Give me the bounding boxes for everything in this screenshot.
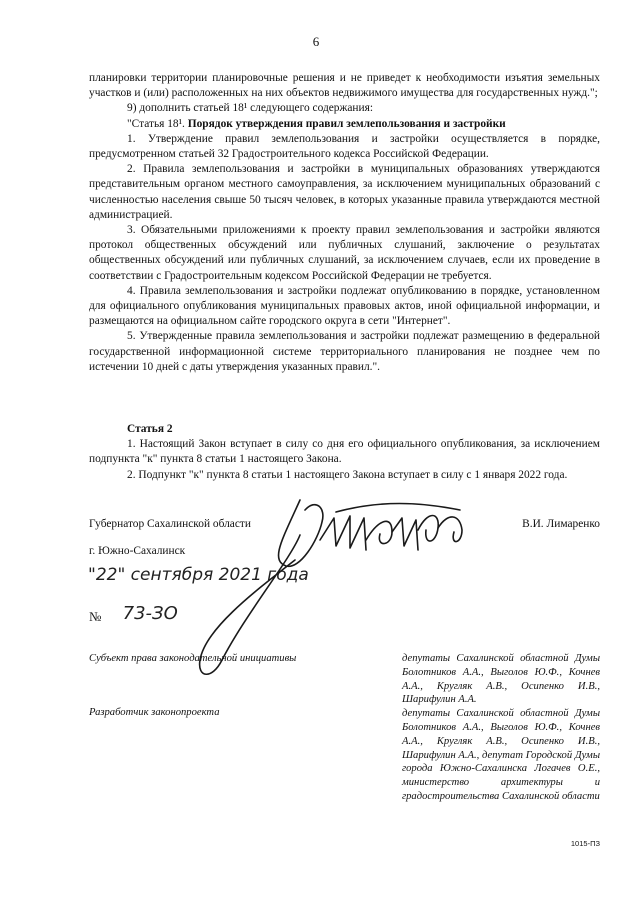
handwritten-date: "22" сентября 2021 года <box>88 565 309 585</box>
developer-value: депутаты Сахалинской областной Думы Болотников А.А., Выголов Ю.Ф., Кочнев А.А., Кругляк А.В., Осипенко И.В., Шарифулин А.А., депутат Городской Думы города Южно-Сахалинска Логачев О.Е., министерство архитектуры и градостроительства Сахалинской области <box>402 708 600 802</box>
article2-paragraph-2: 2. Подпункт "к" пункта 8 статьи 1 настоящего Закона вступает в силу с 1 января 2022 года. <box>127 468 568 481</box>
article18-title: Порядок утверждения правил землепользования и застройки <box>187 117 506 130</box>
city-line: г. Южно-Сахалинск <box>89 545 186 557</box>
intro-paragraph: планировки территории планировочные решения и не приведет к необходимости изъятия земельных участков и (или) расположенных на них объектов недвижимого имущества для государственных нужд."; <box>89 72 600 100</box>
article18-paragraph-2: 2. Правила землепользования и застройки в муниципальных образованиях утверждаются представительным органом местного самоуправления, за исключением муниципальных образований с численностью населения свыше 50 тысяч человек, в которых указанные правила утверждаются местной администрацией. <box>89 163 600 221</box>
page-number: 6 <box>312 34 320 49</box>
doc-code: 1015-ПЗ <box>570 839 600 848</box>
signature-strokes <box>200 500 462 674</box>
governor-name: В.И. Лимаренко <box>522 518 600 530</box>
article18-paragraph-5: 5. Утвержденные правила землепользования и застройки подлежат размещению в федеральной государственной информационной системе территориального планирования не позднее чем по истечении 10 дней с даты утверждения указанных правил.". <box>89 330 600 373</box>
initiators-block <box>402 652 600 804</box>
article18-paragraph-3: 3. Обязательными приложениями к проекту правил землепользования и застройки являются протокол общественных обсуждений или публичных слушаний, заключение о результатах общественных обсуждений или публичных слушаний, за исключением случаев, если их проведение в соответствии с Градостроительным кодексом Российской Федерации не требуется. <box>89 224 600 282</box>
number-prefix: № <box>89 609 102 624</box>
article18-label: "Статья 18¹. <box>127 117 188 130</box>
governor-title: Губернатор Сахалинской области <box>89 518 251 530</box>
subject-value: депутаты Сахалинской областной Думы Болотников А.А., Выголов Ю.Ф., Кочнев А.А., Кругляк А.В., Осипенко И.В., Шарифулин А.А. <box>402 653 600 706</box>
article18-paragraph-1: 1. Утверждение правил землепользования и застройки осуществляется в порядке, предусмотренном статьей 32 Градостроительного кодекса Российской Федерации. <box>89 132 600 161</box>
amendment-line: 9) дополнить статьей 18¹ следующего содержания: <box>127 102 374 115</box>
subject-label: Субъект права законодательной инициативы <box>89 653 297 664</box>
article18-paragraph-4: 4. Правила землепользования и застройки подлежат опубликованию в порядке, установленном для официального опубликования муниципальных правовых актов, иной официальной информации, и размещаются на официальном сайте городского округа в сети "Интернет". <box>89 284 600 328</box>
article2-paragraph-1: 1. Настоящий Закон вступает в силу со дня его официального опубликования, за исключением подпункта "к" пункта 8 статьи 1 настоящего Закона. <box>89 438 600 466</box>
developer-label: Разработчик законопроекта <box>89 707 220 718</box>
article2-heading: Статья 2 <box>127 423 173 435</box>
handwritten-number: 73-ЗО <box>122 603 178 624</box>
